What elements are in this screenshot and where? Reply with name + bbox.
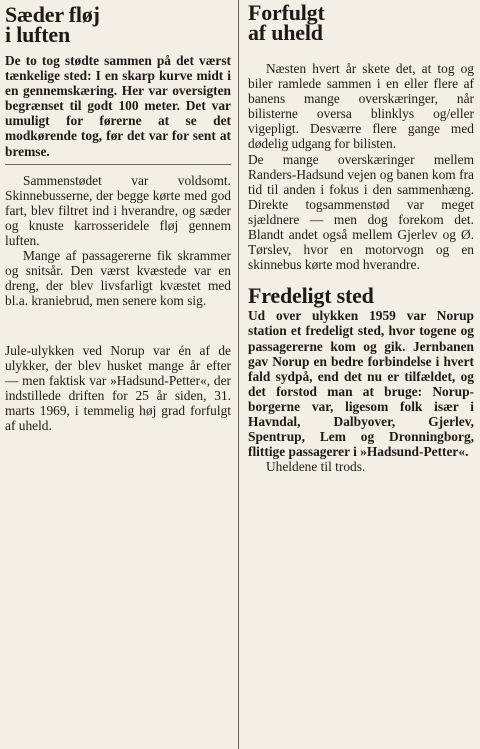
left-paragraph-4: Jule-ulykken ved Norup var én af de ulykker, der blev husket mange år efter — men faktisk var »Hadsund-Petter«, der indstillede driften for 25 år siden, 31. marts 1969, i temmelig høj grad forfulgt af uheld. <box>5 342 231 433</box>
headline-line-1: Forfulgt <box>248 0 325 25</box>
left-paragraph-3: Mange af passagererne fik skrammer og snitsår. Den værst kvæstede var en dreng, der blev livsfarligt kvæstet med bl.a. kraniebrud, men senere kom sig. <box>5 248 231 309</box>
headline-line-2: af uheld <box>248 20 323 45</box>
right-paragraph-1: Næsten hvert år skete det, at tog og biler ramlede sammen i en eller flere af banens mange overskæringer, når bilisterne oversa blinklys og/eller vigepligt. Desværre flere gange med dødelig udgang for bilisten. <box>248 61 474 152</box>
right-column <box>248 0 474 474</box>
left-paragraph-2: Sammenstødet var voldsomt. Skinnebusserne, der begge kørte med god fart, blev filtret ind i hverandre, og sæder og knuste karrosseridele fløj gennem luften. <box>5 172 231 249</box>
intro-paragraph: De to tog stødte sammen på det værst tænkelige sted: I en skarp kurve midt i en gennemskæring. Her var oversigten begrænset til godt 100 meter. Det var umuligt for førerne at se det modkørende tog, før det var for sent at bremse. <box>5 53 231 159</box>
headline-saeder-floej <box>5 2 231 47</box>
paragraph-gap <box>5 309 231 343</box>
headline-line-2: i luften <box>5 22 71 47</box>
headline-fredeligt-sted: Fredeligt sted <box>248 283 374 309</box>
paragraph-gap <box>248 43 474 61</box>
right-paragraph-2: De mange overskæringer mellem Randers-Hadsund vejen og banen kom fra tid til anden i fokus i den sammenhæng. Direkte togsammenstød var meget sjældnere — men dog forekom det. Blandt andet også mellem Gjerlev og Ø. Tørslev, hvor en motorvogn og en skinnebus kørte mod hverandre. <box>248 151 474 273</box>
column-divider <box>238 0 239 749</box>
headline-forfulgt-af-uheld <box>248 0 474 45</box>
left-column <box>5 0 231 433</box>
right-paragraph-4: Uheldene til trods. <box>266 459 366 475</box>
right-paragraph-3: Ud over ulykken 1959 var Norup station et fredeligt sted, hvor togene og passagererne kom og gik. Jernbanen gav Norup en bedre forbindelse i hvert fald sydpå, end det nu er tilfældet, og det forstod man at bruge: Norup-borgerne var, ligesom folk især i Havndal, Dalbyover, Gjerlev, Spentrup, Lem og Dronningborg, flittige passagerer i »Hadsund-Petter«. <box>248 308 474 460</box>
headline-line-1: Sæder fløj <box>5 2 100 27</box>
section-divider <box>5 164 231 165</box>
